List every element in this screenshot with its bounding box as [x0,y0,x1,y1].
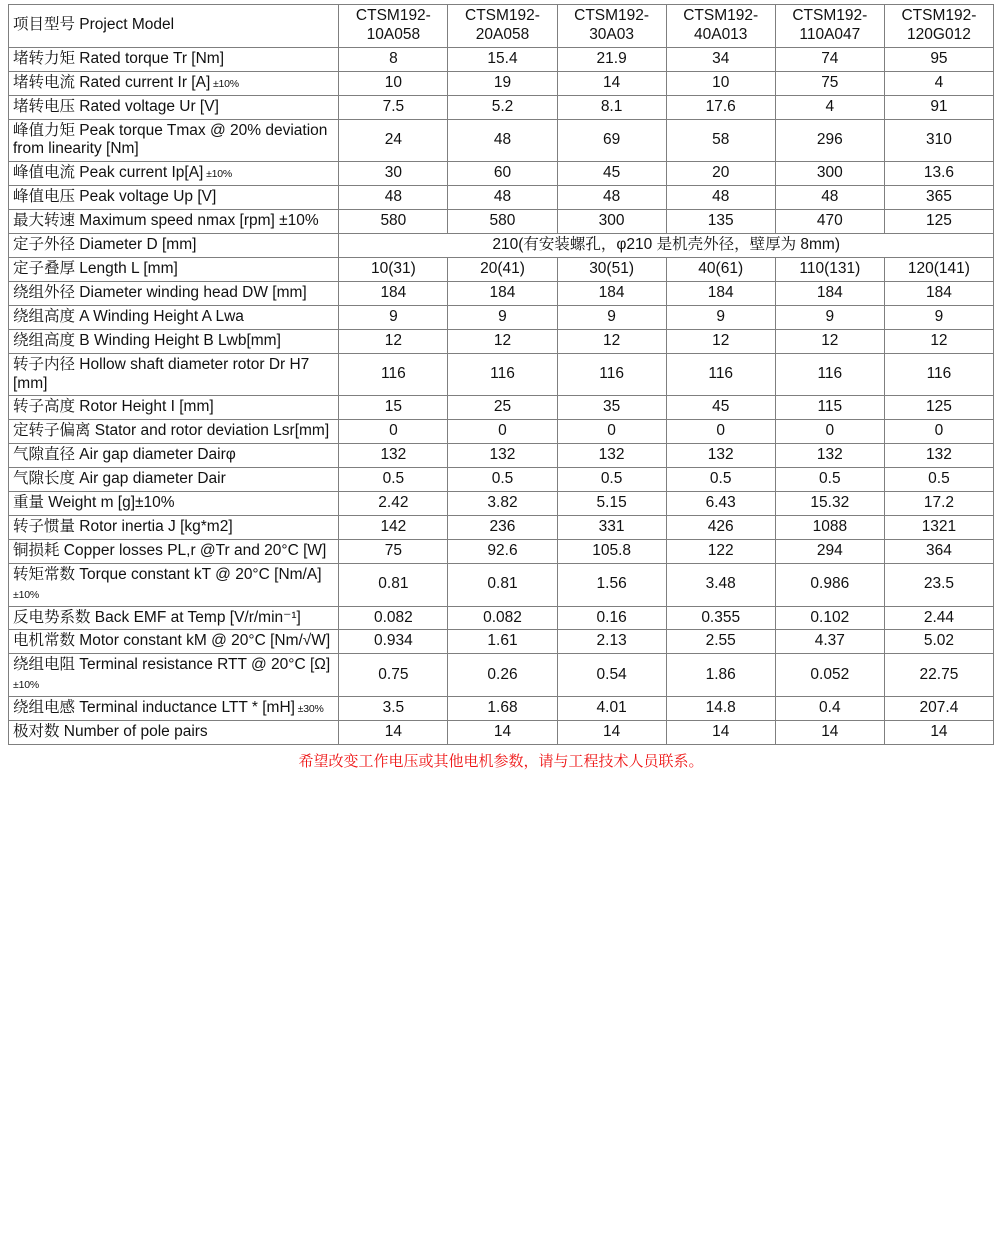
cell-value: 9 [339,305,448,329]
cell-value: 4.01 [557,697,666,721]
cell-value: 184 [666,281,775,305]
cell-value: 17.2 [884,492,993,516]
cell-value: 2.13 [557,630,666,654]
table-row [9,353,994,396]
cell-value: 60 [448,162,557,186]
cell-value: 116 [557,353,666,396]
cell-value: 0.16 [557,606,666,630]
cell-value: 14 [339,721,448,745]
table-row [9,606,994,630]
cell-value: 75 [339,539,448,563]
cell-value: 35 [557,396,666,420]
table-row [9,444,994,468]
row-label: 定转子偏离 Stator and rotor deviation Lsr[mm] [9,420,339,444]
cell-value: 48 [448,186,557,210]
row-label: 绕组高度 B Winding Height B Lwb[mm] [9,329,339,353]
row-tolerance: ±10% [210,77,239,90]
table-row [9,281,994,305]
cell-value: 132 [339,444,448,468]
row-label: 极对数 Number of pole pairs [9,721,339,745]
row-label: 定子外径 Diameter D [mm] [9,234,339,258]
row-tolerance: ±10% [203,168,233,181]
cell-value: 14 [557,71,666,95]
row-label: 峰值电流 Peak current Ip[A] ±10% [9,162,339,186]
cell-value: 95 [884,47,993,71]
row-label: 绕组高度 A Winding Height A Lwa [9,305,339,329]
cell-value: 0 [884,420,993,444]
cell-value: 1.86 [666,654,775,697]
header-model-2: CTSM192-30A03 [557,5,666,48]
cell-value: 125 [884,210,993,234]
cell-value: 3.5 [339,697,448,721]
cell-value: 48 [666,186,775,210]
cell-value: 294 [775,539,884,563]
cell-value: 14 [448,721,557,745]
cell-value: 2.55 [666,630,775,654]
header-model-1: CTSM192-20A058 [448,5,557,48]
cell-value: 132 [666,444,775,468]
cell-value: 12 [775,329,884,353]
row-label: 绕组电阻 Terminal resistance RTT @ 20°C [Ω] ±10% [9,654,339,697]
table-row [9,420,994,444]
cell-value: 0.5 [557,468,666,492]
row-label: 绕组电感 Terminal inductance LTT * [mH] ±30% [9,697,339,721]
cell-value: 296 [775,119,884,162]
cell-value: 0.81 [448,563,557,606]
cell-value: 15 [339,396,448,420]
cell-value: 116 [448,353,557,396]
footnote-text: 希望改变工作电压或其他电机参数，请与工程技术人员联系。 [298,753,704,770]
row-label: 堵转电压 Rated voltage Ur [V] [9,95,339,119]
row-label: 峰值力矩 Peak torque Tmax @ 20% deviation from linearity [Nm] [9,119,339,162]
table-row [9,654,994,697]
row-label: 最大转速 Maximum speed nmax [rpm] ±10% [9,210,339,234]
cell-value: 45 [666,396,775,420]
row-label: 定子叠厚 Length L [mm] [9,257,339,281]
cell-value: 1.56 [557,563,666,606]
table-row [9,234,994,258]
cell-value: 364 [884,539,993,563]
cell-value: 30(51) [557,257,666,281]
cell-value: 0.26 [448,654,557,697]
cell-value: 17.6 [666,95,775,119]
cell-value: 74 [775,47,884,71]
cell-value: 0 [339,420,448,444]
cell-value: 116 [666,353,775,396]
row-label: 转子高度 Rotor Height I [mm] [9,396,339,420]
cell-value: 0 [666,420,775,444]
cell-value: 0.986 [775,563,884,606]
cell-value: 10(31) [339,257,448,281]
cell-value: 310 [884,119,993,162]
table-row [9,119,994,162]
row-tolerance: ±10% [13,588,39,601]
table-row [9,697,994,721]
cell-value: 0.75 [339,654,448,697]
cell-value: 122 [666,539,775,563]
cell-value: 115 [775,396,884,420]
cell-value: 184 [448,281,557,305]
cell-value: 14 [557,721,666,745]
row-merged-value: 210(有安装螺孔，φ210 是机壳外径，壁厚为 8mm) [339,234,994,258]
cell-value: 14 [666,721,775,745]
cell-value: 20 [666,162,775,186]
cell-value: 8 [339,47,448,71]
cell-value: 48 [448,119,557,162]
row-label: 反电势系数 Back EMF at Temp [V/r/min⁻¹] [9,606,339,630]
table-row [9,71,994,95]
cell-value: 135 [666,210,775,234]
cell-value: 580 [339,210,448,234]
table-row [9,492,994,516]
cell-value: 110(131) [775,257,884,281]
cell-value: 24 [339,119,448,162]
cell-value: 75 [775,71,884,95]
cell-value: 105.8 [557,539,666,563]
cell-value: 1321 [884,515,993,539]
cell-value: 10 [666,71,775,95]
cell-value: 0.5 [448,468,557,492]
row-label: 绕组外径 Diameter winding head DW [mm] [9,281,339,305]
cell-value: 45 [557,162,666,186]
row-label: 气隙长度 Air gap diameter Dair [9,468,339,492]
cell-value: 48 [775,186,884,210]
table-header-row [9,5,994,48]
table-row [9,515,994,539]
cell-value: 69 [557,119,666,162]
cell-value: 0.4 [775,697,884,721]
cell-value: 207.4 [884,697,993,721]
cell-value: 0.052 [775,654,884,697]
cell-value: 184 [775,281,884,305]
cell-value: 12 [448,329,557,353]
cell-value: 19 [448,71,557,95]
cell-value: 12 [557,329,666,353]
cell-value: 15.4 [448,47,557,71]
cell-value: 236 [448,515,557,539]
row-label: 气隙直径 Air gap diameter Dairφ [9,444,339,468]
motor-spec-table [8,4,994,745]
cell-value: 0 [775,420,884,444]
cell-value: 132 [448,444,557,468]
cell-value: 1088 [775,515,884,539]
cell-value: 142 [339,515,448,539]
row-label: 峰值电压 Peak voltage Up [V] [9,186,339,210]
cell-value: 2.42 [339,492,448,516]
row-label: 堵转力矩 Rated torque Tr [Nm] [9,47,339,71]
cell-value: 5.2 [448,95,557,119]
table-row [9,305,994,329]
table-row [9,47,994,71]
table-row [9,721,994,745]
cell-value: 300 [557,210,666,234]
table-row [9,396,994,420]
table-row [9,468,994,492]
cell-value: 14 [884,721,993,745]
header-model-5: CTSM192-120G012 [884,5,993,48]
cell-value: 132 [775,444,884,468]
cell-value: 13.6 [884,162,993,186]
row-label: 铜损耗 Copper losses PL,r @Tr and 20°C [W] [9,539,339,563]
table-row [9,95,994,119]
cell-value: 14 [775,721,884,745]
cell-value: 9 [884,305,993,329]
row-label: 电机常数 Motor constant kM @ 20°C [Nm/√W] [9,630,339,654]
row-label: 重量 Weight m [g]±10% [9,492,339,516]
cell-value: 7.5 [339,95,448,119]
cell-value: 58 [666,119,775,162]
table-row [9,329,994,353]
cell-value: 12 [884,329,993,353]
cell-value: 300 [775,162,884,186]
cell-value: 0.5 [884,468,993,492]
cell-value: 2.44 [884,606,993,630]
cell-value: 12 [666,329,775,353]
cell-value: 10 [339,71,448,95]
cell-value: 132 [884,444,993,468]
cell-value: 184 [339,281,448,305]
cell-value: 116 [775,353,884,396]
cell-value: 3.48 [666,563,775,606]
cell-value: 120(141) [884,257,993,281]
cell-value: 4.37 [775,630,884,654]
cell-value: 23.5 [884,563,993,606]
cell-value: 132 [557,444,666,468]
cell-value: 0.5 [666,468,775,492]
cell-value: 4 [884,71,993,95]
cell-value: 184 [884,281,993,305]
cell-value: 3.82 [448,492,557,516]
cell-value: 331 [557,515,666,539]
row-tolerance: ±10% [13,679,39,692]
cell-value: 0.934 [339,630,448,654]
table-row [9,186,994,210]
cell-value: 0.54 [557,654,666,697]
table-row [9,210,994,234]
cell-value: 9 [557,305,666,329]
cell-value: 14.8 [666,697,775,721]
row-label: 转子惯量 Rotor inertia J [kg*m2] [9,515,339,539]
table-row [9,563,994,606]
cell-value: 12 [339,329,448,353]
cell-value: 0.81 [339,563,448,606]
cell-value: 0.082 [339,606,448,630]
cell-value: 116 [339,353,448,396]
cell-value: 21.9 [557,47,666,71]
row-label: 堵转电流 Rated current Ir [A] ±10% [9,71,339,95]
cell-value: 92.6 [448,539,557,563]
cell-value: 9 [448,305,557,329]
cell-value: 5.02 [884,630,993,654]
cell-value: 4 [775,95,884,119]
cell-value: 0 [448,420,557,444]
cell-value: 40(61) [666,257,775,281]
cell-value: 6.43 [666,492,775,516]
row-label: 转矩常数 Torque constant kT @ 20°C [Nm/A] ±10% [9,563,339,606]
table-row [9,257,994,281]
header-model-4: CTSM192-110A047 [775,5,884,48]
table-body [9,5,994,745]
cell-value: 0.355 [666,606,775,630]
cell-value: 470 [775,210,884,234]
cell-value: 22.75 [884,654,993,697]
cell-value: 1.68 [448,697,557,721]
cell-value: 48 [339,186,448,210]
cell-value: 365 [884,186,993,210]
cell-value: 426 [666,515,775,539]
cell-value: 30 [339,162,448,186]
cell-value: 0 [557,420,666,444]
table-row [9,539,994,563]
cell-value: 8.1 [557,95,666,119]
cell-value: 15.32 [775,492,884,516]
cell-value: 125 [884,396,993,420]
cell-value: 0.5 [775,468,884,492]
cell-value: 34 [666,47,775,71]
header-model-0: CTSM192-10A058 [339,5,448,48]
header-model-3: CTSM192-40A013 [666,5,775,48]
cell-value: 0.102 [775,606,884,630]
row-label: 转子内径 Hollow shaft diameter rotor Dr H7 [mm] [9,353,339,396]
cell-value: 9 [666,305,775,329]
header-label-cell: 项目型号 Project Model [9,5,339,48]
cell-value: 9 [775,305,884,329]
row-tolerance: ±30% [294,703,324,716]
cell-value: 48 [557,186,666,210]
table-row [9,162,994,186]
cell-value: 116 [884,353,993,396]
cell-value: 5.15 [557,492,666,516]
table-row [9,630,994,654]
cell-value: 91 [884,95,993,119]
cell-value: 0.5 [339,468,448,492]
cell-value: 1.61 [448,630,557,654]
cell-value: 25 [448,396,557,420]
cell-value: 184 [557,281,666,305]
cell-value: 20(41) [448,257,557,281]
cell-value: 580 [448,210,557,234]
cell-value: 0.082 [448,606,557,630]
